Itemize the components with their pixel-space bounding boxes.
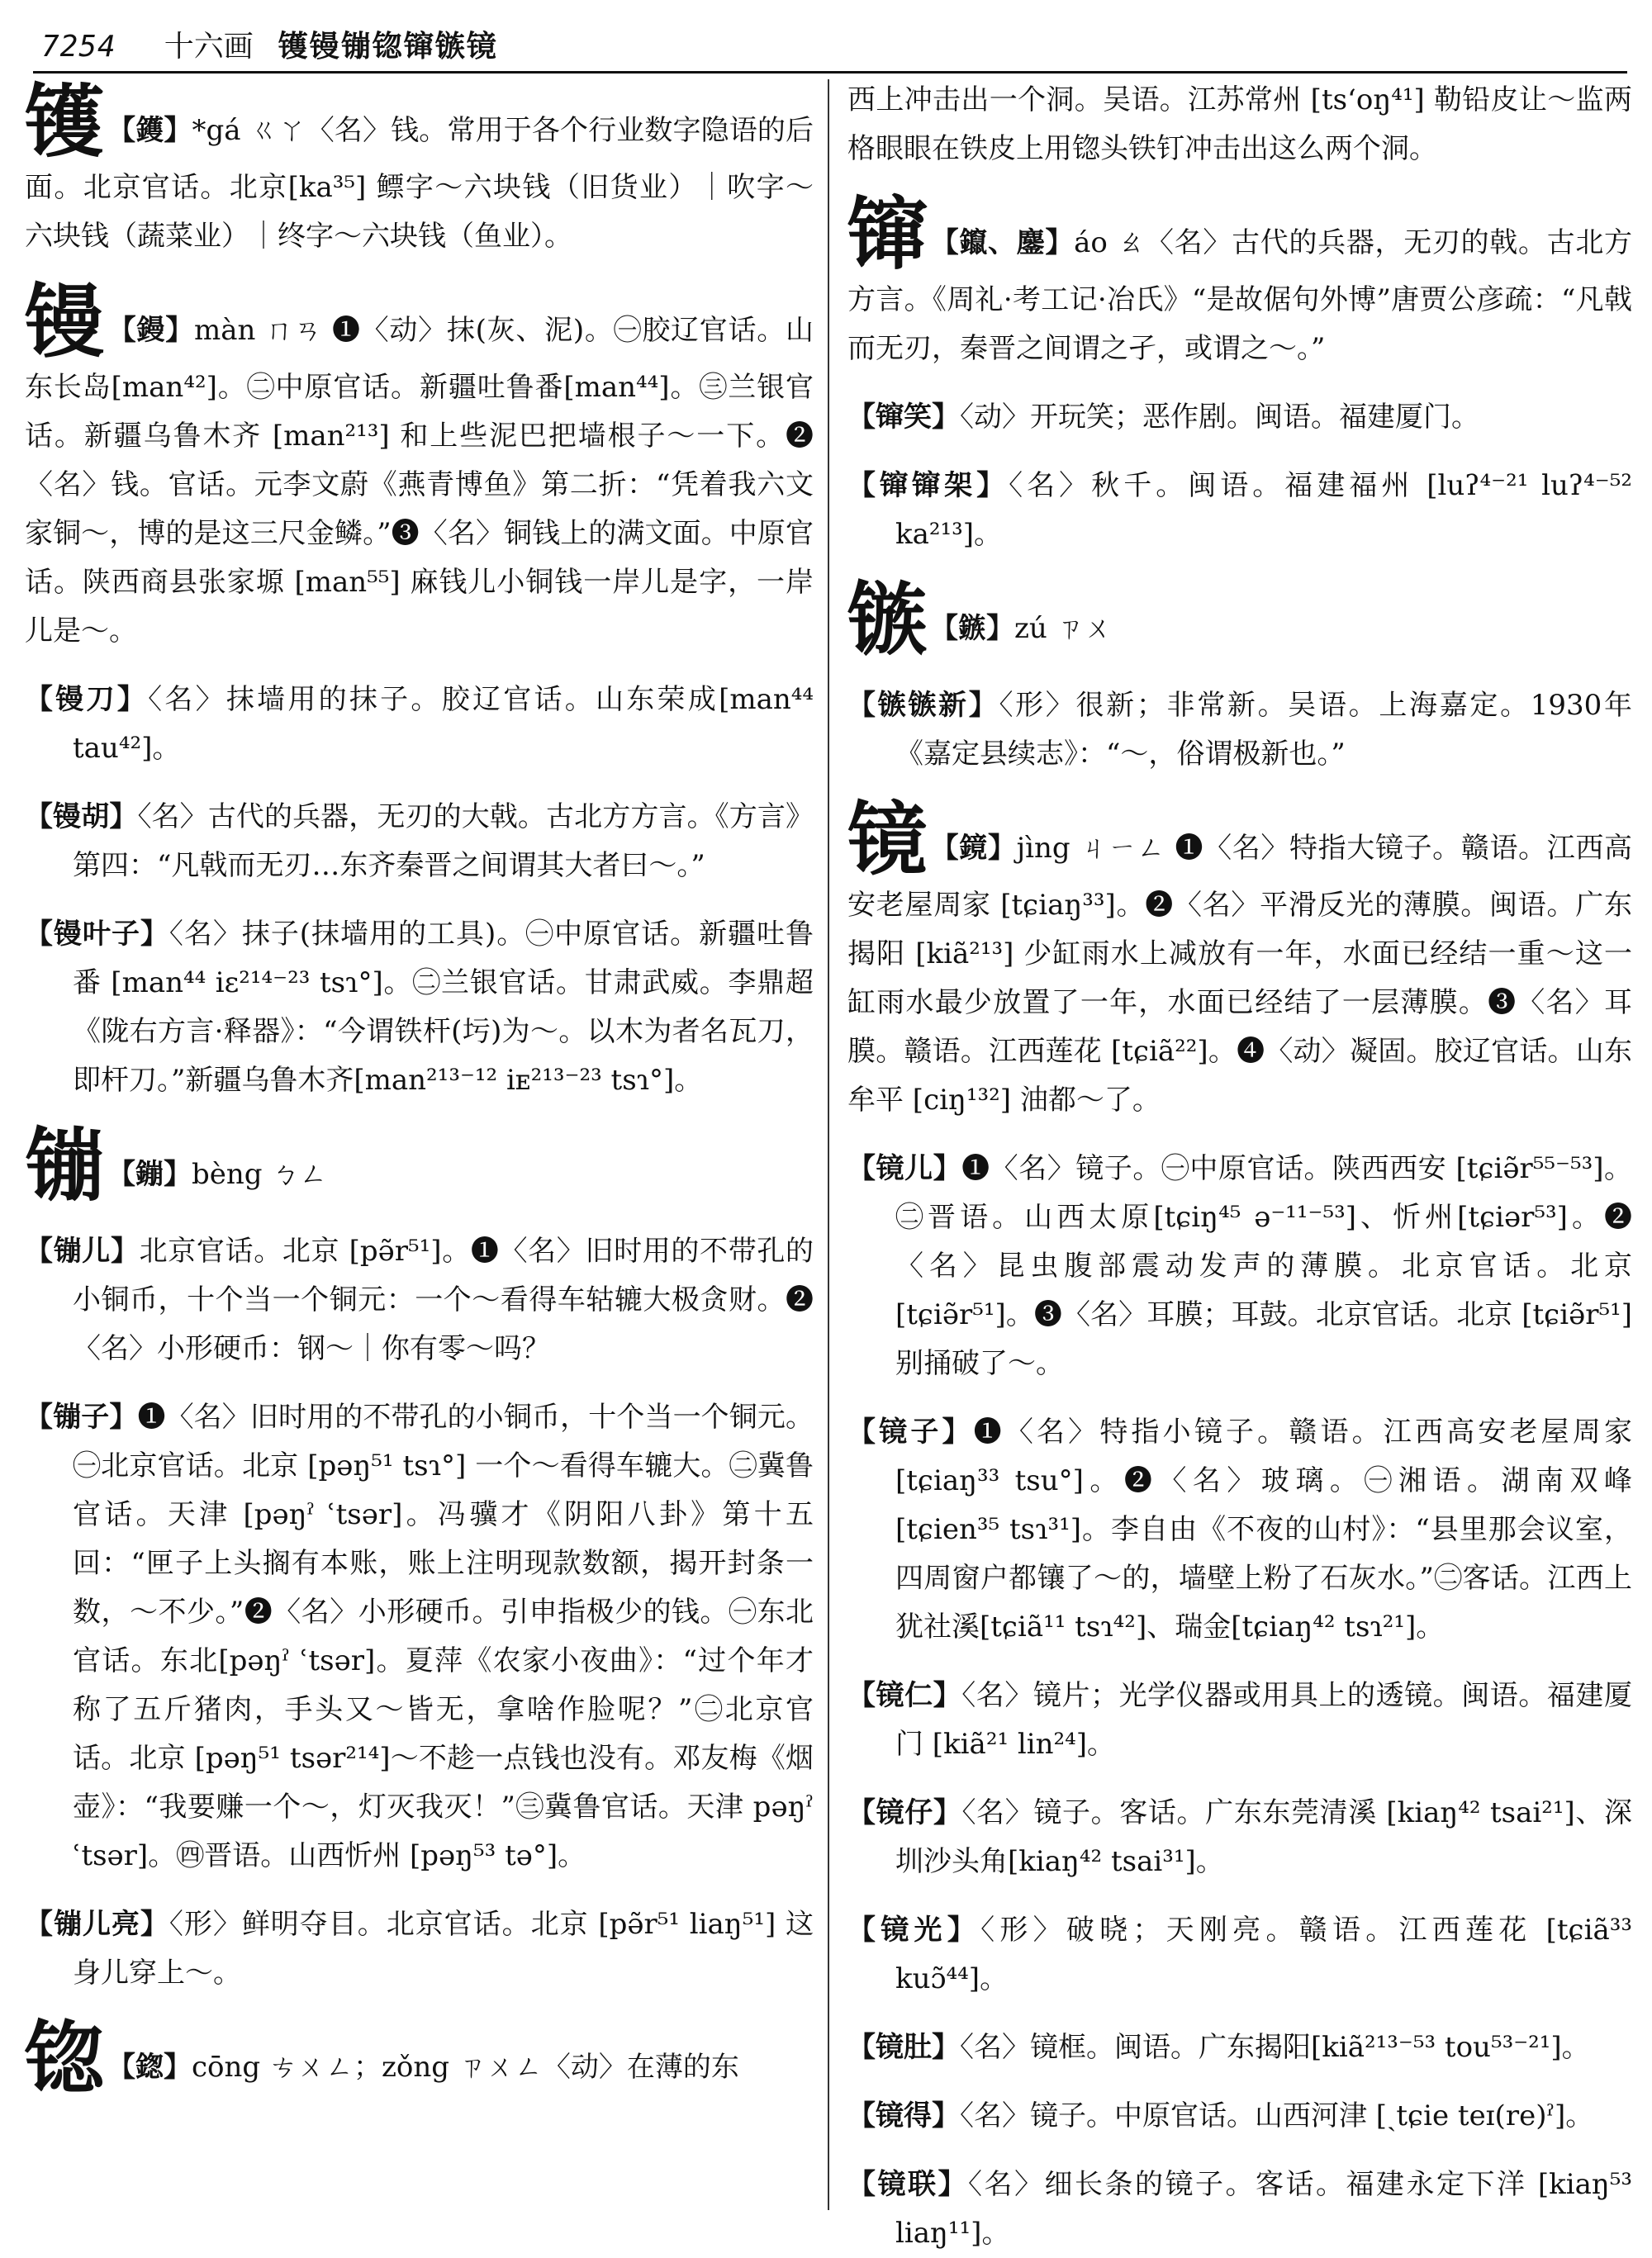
compound-entry [847,462,1632,559]
compound-word: 【镘叶子】 [25,918,169,951]
headword-entry [25,1119,814,1212]
compound-word: 【镜肚】 [847,2031,960,2064]
compound-entry [25,1900,814,1998]
headword-character: 镘 [25,275,105,368]
compound-entry [847,1408,1632,1652]
header-characters: 镬镘镚锪镩镞镜 [278,29,498,64]
headword-character: 镜 [847,793,928,886]
headword-character: 镚 [25,1119,104,1212]
compound-word: 【镜仔】 [847,1796,962,1829]
definition-text: màn ㄇㄢ ❶〈动〉抹(灰、泥)。㊀胶辽官话。山东长岛[man⁴²]。㊁中原官话。新疆吐鲁番[man⁴⁴]。㊂兰银官话。新疆乌鲁木齐 [man²¹³] 和上些泥巴把墙根子～一下。❷〈名〉钱。官话。元李文蔚《燕青博鱼》第二折：“凭着我六文家铜～，博的是这三尺金鳞。”❸〈名〉铜钱上的满文面。中原官话。陕西商县张家塬 [man⁵⁵] 麻钱儿小铜钱一岸儿是字，一岸儿是～。 [25,314,814,648]
compound-word: 【镚儿】 [25,1235,140,1268]
compound-entry [25,1227,814,1373]
headword-entry [847,793,1633,1125]
definition-text: 〈名〉镜子。中原官话。山西河津 [ˏtɕie teɪ(re)ˀ]。 [960,2099,1594,2132]
compound-word: 【镩镩架】 [847,469,1009,502]
definition-text: 西上冲击出一个洞。吴语。江苏常州 [tsʻoŋ⁴¹] 勒铅皮让～监两格眼眼在铁皮上用锪头铁钉冲击出这么两个洞。 [847,83,1632,165]
headword-entry [847,187,1633,373]
traditional-form: 【鏃】 [930,612,1014,645]
right-column [847,76,1633,2250]
definition-text: 〈名〉抹子(抹墙用的工具)。㊀中原官话。新疆吐鲁番 [man⁴⁴ iɛ²¹⁴⁻²³ tsɿ°]。㊁兰银官话。甘肃武威。李鼎超《陇右方言·释器》：“今谓铁杆(圬)为～。以木为者名瓦刀，即杆刀。”新疆乌鲁木齐[man²¹³⁻¹² iᴇ²¹³⁻²³ tsɿ°]。 [73,918,814,1097]
compound-word: 【镜子】 [847,1416,974,1449]
compound-entry [847,2092,1632,2141]
headword-entry [25,2012,814,2105]
definition-text: 〈名〉抹墙用的抹子。胶辽官话。山东荣成[man⁴⁴ tau⁴²]。 [73,683,814,765]
compound-entry [847,681,1632,779]
definition-text: 北京官话。北京 [pə̃r⁵¹]。❶〈名〉旧时用的不带孔的小铜币，十个当一个铜元：一个～看得车轱辘大极贪财。❷〈名〉小形硬币：钢～｜你有零～吗？ [73,1235,814,1365]
compound-word: 【镜得】 [847,2099,960,2132]
stroke-category: 十六画 [164,30,254,64]
compound-entry [847,1145,1632,1388]
page-number: 7254 [41,30,116,64]
definition-text: 〈形〉破晓；天刚亮。赣语。江西莲花 [tɕiã³³ kuɔ̃⁴⁴]。 [895,1914,1632,1995]
compound-entry [25,676,814,773]
headword-character: 镬 [25,75,105,168]
traditional-form: 【鑹、鏖】 [930,226,1075,259]
compound-word: 【镜儿】 [847,1152,962,1185]
compound-word: 【镜联】 [847,2168,969,2201]
compound-entry [25,1393,814,1881]
compound-word: 【镞镞新】 [847,689,999,722]
traditional-form: 【鏰】 [107,1158,192,1191]
page-header [41,21,1611,71]
compound-word: 【镩笑】 [847,401,960,434]
definition-text: cōng ㄘㄨㄥ；zǒng ㄗㄨㄥ〈动〉在薄的东 [192,2051,739,2084]
compound-entry [847,393,1632,442]
definition-text: ❶〈名〉旧时用的不带孔的小铜币，十个当一个铜元。㊀北京官话。北京 [pəŋ⁵¹ tsɿ°] 一个～看得车辘大。㊁冀鲁官话。天津 [pəŋˀ ʿtsər]。冯骥才《阴阳八卦》第十五回：“匣子上头搁有本账，账上注明现款数额，揭开封条一数，～不少。”❷〈名〉小形硬币。引申指极少的钱。㊀东北官话。东北[pəŋˀ ʿtsər]。夏萍《农家小夜曲》：“过个年才称了五斤猪肉，手头又～皆无，拿啥作脸呢？”㊁北京官话。北京 [pəŋ⁵¹ tsər²¹⁴]～不趁一点钱也没有。邓友梅《烟壶》：“我要赚一个～，灯灭我灭！”㊂冀鲁官话。天津 pəŋˀ ʿtsər]。㊃晋语。山西忻州 [pəŋ⁵³ tə°]。 [73,1401,814,1872]
compound-word: 【镚儿亮】 [25,1908,169,1941]
definition-text: 〈名〉镜子。客话。广东东莞清溪 [kiaŋ⁴² tsai²¹]、深圳沙头角[kiaŋ⁴² tsai³¹]。 [895,1796,1632,1878]
definition-text: 〈名〉镜片；光学仪器或用具上的透镜。闽语。福建厦门 [kiã²¹ lin²⁴]。 [895,1679,1633,1761]
definition-text: 〈形〉鲜明夺目。北京官话。北京 [pə̃r⁵¹ liaŋ⁵¹] 这身儿穿上～。 [73,1908,814,1990]
definition-text: áo ㄠ〈名〉古代的兵器，无刃的戟。古北方方言。《周礼·考工记·冶氏》“是故倨句外博”唐贾公彦疏：“凡戟而无刃，秦晋之间谓之孑，或谓之～。” [847,226,1633,365]
definition-text: 〈动〉开玩笑；恶作剧。闽语。福建厦门。 [960,401,1479,434]
compound-entry [847,1906,1632,2004]
headword-character: 镞 [847,573,927,666]
definition-text: ❶〈名〉镜子。㊀中原官话。陕西西安 [tɕiə̃r⁵⁵⁻⁵³]。㊁晋语。山西太原[tɕiŋ⁴⁵ ə⁻¹¹⁻⁵³]、忻州[tɕiər⁵³]。❷〈名〉昆虫腹部震动发声的薄膜。北京官话。北京[tɕiə̃r⁵¹]。❸〈名〉耳膜；耳鼓。北京官话。北京 [tɕiə̃r⁵¹] 别捅破了～。 [895,1152,1633,1380]
definition-text: *gá ㄍㄚ〈名〉钱。常用于各个行业数字隐语的后面。北京官话。北京[ka³⁵] 鳔字～六块钱（旧货业）｜吹字～六块钱（蔬菜业）｜终字～六块钱（鱼业）。 [25,114,814,253]
definition-text: zú ㄗㄨ [1014,612,1113,645]
headword-entry [25,75,814,261]
definition-text: 〈名〉秋千。闽语。福建福州 [luʔ⁴⁻²¹ luʔ⁴⁻⁵² ka²¹³]。 [895,469,1632,551]
compound-entry [25,793,814,890]
definition-text: 〈名〉细长条的镜子。客话。福建永定下洋 [kiaŋ⁵³ liaŋ¹¹]。 [895,2168,1633,2250]
compound-word: 【镘胡】 [25,800,138,833]
headword-entry [847,573,1632,666]
definition-text: bèng ㄅㄥ [192,1158,328,1191]
traditional-form: 【鏡】 [930,832,1017,865]
traditional-form: 【鑊】 [107,114,192,147]
definition-text: 〈形〉很新；非常新。吴语。上海嘉定。1930年《嘉定县续志》：“～，俗谓极新也。” [895,689,1633,771]
definition-text: 〈名〉镜框。闽语。广东揭阳[kiã²¹³⁻⁵³ tou⁵³⁻²¹]。 [960,2031,1590,2064]
definition-text: jìng ㄐㄧㄥ ❶〈名〉特指大镜子。赣语。江西高安老屋周家 [tɕiaŋ³³]。❷〈名〉平滑反光的薄膜。闽语。广东揭阳 [kiã²¹³] 少缸雨水上减放有一年，水面已经结一重～这一缸雨水最少放置了一年，水面已经结了一层薄膜。❸〈名〉耳膜。赣语。江西莲花 [tɕiã²²]。❹〈动〉凝固。胶辽官话。山东牟平 [ciŋ¹³²] 油都～了。 [847,832,1633,1117]
headword-character: 镩 [847,187,928,281]
compound-word: 【镜光】 [847,1914,981,1947]
column-divider [828,79,829,2210]
compound-word: 【镘刀】 [25,683,149,716]
continued-definition [847,76,1632,173]
definition-text: ❶〈名〉特指小镜子。赣语。江西高安老屋周家 [tɕiaŋ³³ tsu°]。❷〈名〉玻璃。㊀湘语。湖南双峰 [tɕien³⁵ tsɿ³¹]。李自由《不夜的山村》：“县里那会议室，四周窗户都镶了～的，墙壁上粉了石灰水。”㊁客话。江西上犹社溪[tɕiã¹¹ tsɿ⁴²]、瑞金[tɕiaŋ⁴² tsɿ²¹]。 [895,1416,1633,1644]
left-column [25,76,814,2227]
compound-entry [847,2161,1632,2258]
traditional-form: 【鍯】 [107,2051,192,2084]
headword-entry [25,275,814,656]
compound-word: 【镚子】 [25,1401,138,1434]
compound-entry [25,910,814,1105]
compound-entry [847,2023,1632,2072]
compound-entry [847,1672,1632,1769]
headword-character: 锪 [25,2012,104,2105]
traditional-form: 【鏝】 [107,314,194,347]
definition-text: 〈名〉古代的兵器，无刃的大戟。古北方方言。《方言》第四：“凡戟而无刃…东齐秦晋之间谓其大者曰～。” [73,800,814,882]
compound-entry [847,1789,1632,1886]
header-rule [33,71,1627,74]
compound-word: 【镜仁】 [847,1679,962,1712]
